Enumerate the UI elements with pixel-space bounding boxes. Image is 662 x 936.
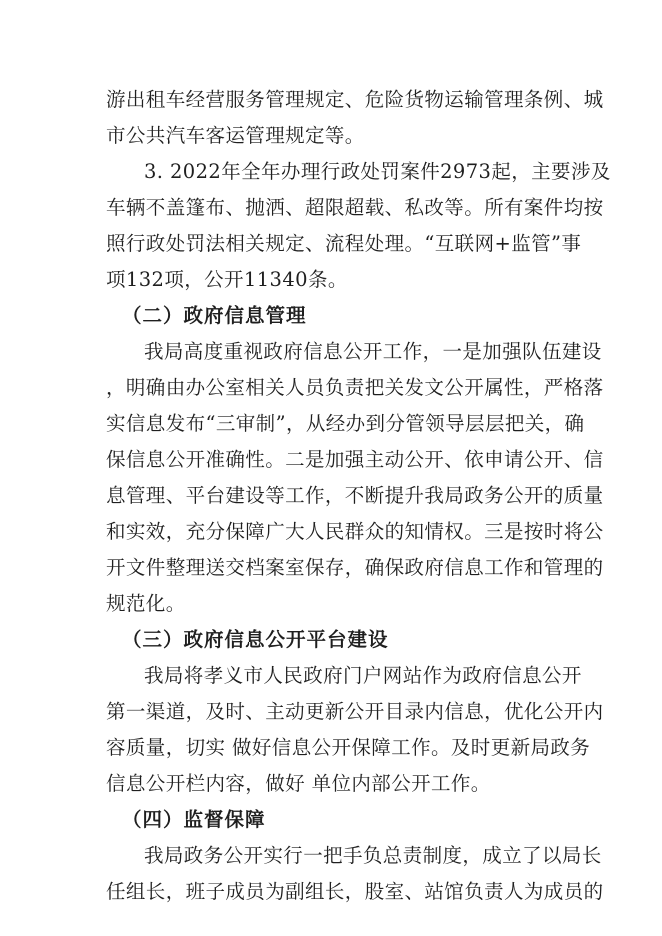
paragraph-line: 我局高度重视政府信息公开工作，一是加强队伍建设 [144, 340, 602, 363]
paragraph-line: 保信息公开准确性。二是加强主动公开、依申请公开、信 [106, 448, 604, 471]
paragraph-line: ，明确由办公室相关人员负责把关发文公开属性，严格落 [106, 376, 604, 399]
paragraph-line: 游出租车经营服务管理规定、危险货物运输管理条例、城 [106, 88, 604, 111]
paragraph-line: 规范化。 [106, 592, 186, 615]
section-heading: （三）政府信息公开平台建设 [122, 628, 389, 651]
paragraph-line: 项132项，公开11340条。 [106, 268, 348, 291]
section-heading: （四）监督保障 [122, 808, 266, 831]
paragraph-line: 和实效，充分保障广大人民群众的知情权。三是按时将公 [106, 520, 604, 543]
paragraph-line: 我局政务公开实行一把手负总责制度，成立了以局长 [144, 844, 602, 867]
paragraph-line: 车辆不盖篷布、抛洒、超限超载、私改等。所有案件均按 [106, 196, 604, 219]
paragraph-line: 第一渠道，及时、主动更新公开目录内信息，优化公开内 [106, 700, 604, 723]
paragraph-line: 3. 2022年全年办理行政处罚案件2973起，主要涉及 [144, 160, 611, 183]
paragraph-line: 任组长，班子成员为副组长，股室、站馆负责人为成员的 [106, 880, 604, 903]
paragraph-line: 开文件整理送交档案室保存，确保政府信息工作和管理的 [106, 556, 604, 579]
section-heading: （二）政府信息管理 [122, 304, 307, 327]
paragraph-line: 实信息发布“三审制”，从经办到分管领导层层把关，确 [106, 412, 585, 435]
paragraph-line: 市公共汽车客运管理规定等。 [106, 124, 365, 147]
paragraph-line: 信息公开栏内容，做好 单位内部公开工作。 [106, 772, 491, 795]
paragraph-line: 息管理、平台建设等工作，不断提升我局政务公开的质量 [106, 484, 604, 507]
paragraph-line: 容质量，切实 做好信息公开保障工作。及时更新局政务 [106, 736, 591, 759]
paragraph-line: 我局将孝义市人民政府门户网站作为政府信息公开 [144, 664, 582, 687]
paragraph-line: 照行政处罚法相关规定、流程处理。“互联网+监管”事 [106, 232, 582, 255]
